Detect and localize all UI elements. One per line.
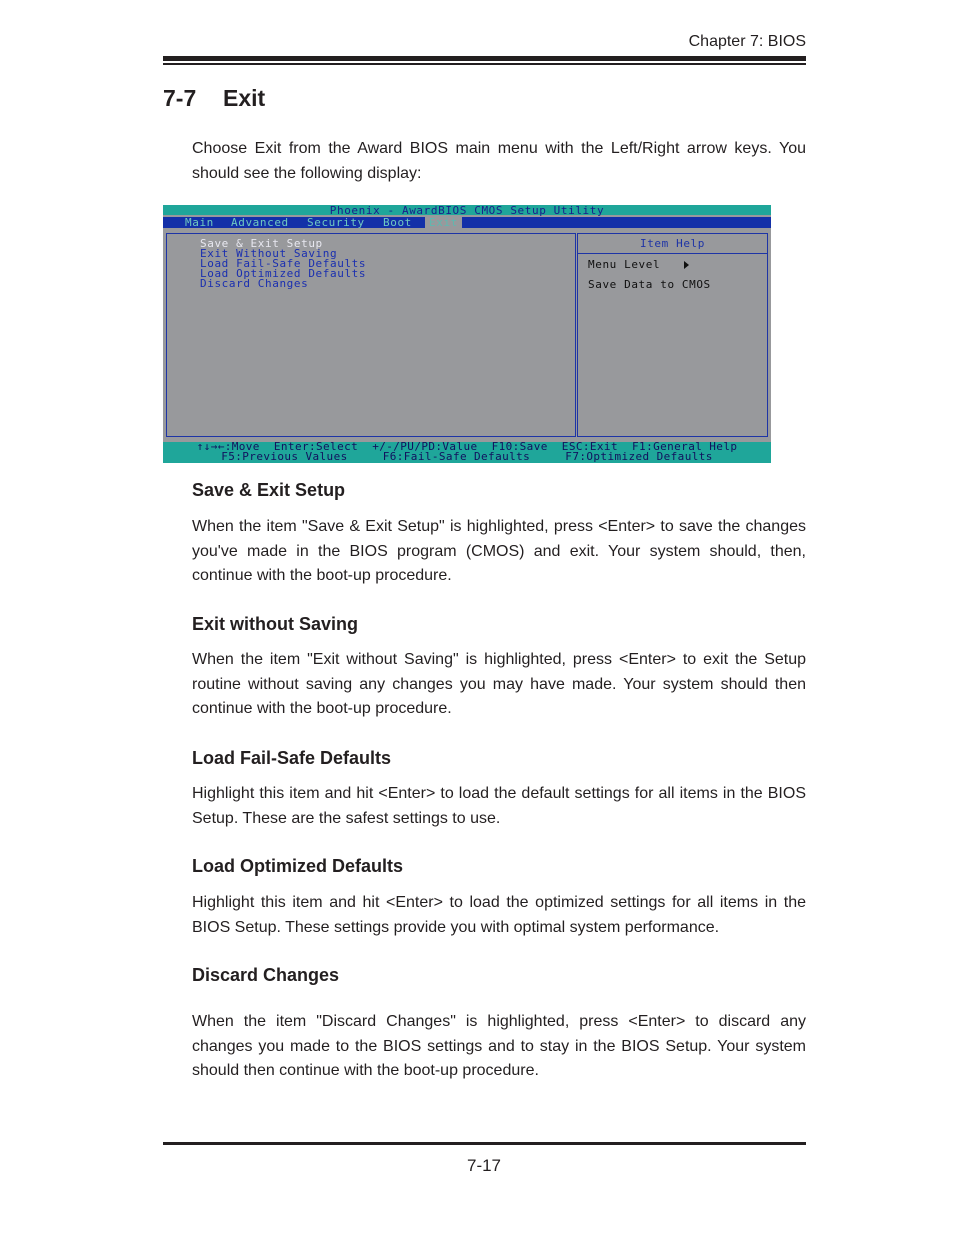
bios-menubar (163, 217, 771, 228)
section-number: 7-7 (163, 85, 197, 111)
bios-footer-line-2: F5:Previous Values F6:Fail-Safe Defaults F7:Optimized Defaults (221, 450, 713, 463)
bios-help-text: Save Data to CMOS (588, 278, 711, 291)
chapter-header: Chapter 7: BIOS (688, 33, 806, 50)
header-rule-thin (163, 63, 806, 65)
subheading-load-fail-safe: Load Fail-Safe Defaults (192, 748, 392, 768)
bios-item-load-optimized: Load Optimized Defaults (200, 267, 367, 280)
bios-help-title: Item Help (578, 234, 767, 254)
paragraph-save-exit: When the item "Save & Exit Setup" is highlighted, press <Enter> to save the changes you've made in the BIOS program (CMOS) and exit. Your system should, then, continue with the boot-up procedure. (192, 518, 806, 585)
bios-main-panel (166, 233, 576, 437)
bios-item-save-exit: Save & Exit Setup (200, 237, 323, 250)
bios-item-discard-changes: Discard Changes (200, 277, 309, 290)
bios-menu-main: Main (185, 216, 214, 229)
bios-help-menu-level (588, 258, 689, 271)
paragraph-discard-changes: When the item "Discard Changes" is highlighted, press <Enter> to discard any changes you made to the BIOS settings and to stay in the BIOS Setup. Your system should then continue with the boot-up procedure. (192, 1013, 806, 1080)
bios-footer-line-1: ↑↓→←:Move Enter:Select +/-/PU/PD:Value F10:Save ESC:Exit F1:General Help (196, 440, 738, 453)
bios-menu-security: Security (307, 216, 365, 229)
bios-help-panel (577, 233, 768, 437)
bios-menu-advanced: Advanced (231, 216, 289, 229)
bios-menu-exit: Exit (425, 217, 462, 228)
section-title (163, 85, 265, 112)
bios-title: Phoenix - AwardBIOS CMOS Setup Utility (163, 205, 771, 215)
bios-item-exit-without-saving: Exit Without Saving (200, 247, 338, 260)
paragraph-load-fail-safe: Highlight this item and hit <Enter> to load the default settings for all items in the BIOS Setup. These are the safest settings to use. (192, 785, 806, 827)
header-rule-thick (163, 56, 806, 61)
intro-paragraph: Choose Exit from the Award BIOS main menu with the Left/Right arrow keys. You should see the following display: (192, 140, 806, 182)
subheading-save-exit: Save & Exit Setup (192, 480, 346, 500)
section-heading: Exit (223, 85, 266, 111)
paragraph-exit-without-saving: When the item "Exit without Saving" is highlighted, press <Enter> to exit the Setup routine without saving any changes you may have made. Your system should then continue with the boot-up procedure. (192, 651, 806, 718)
bios-help-menu-level-label: Menu Level (588, 258, 661, 271)
bios-item-load-fail-safe: Load Fail-Safe Defaults (200, 257, 367, 270)
bios-screenshot (163, 205, 771, 463)
subheading-load-optimized: Load Optimized Defaults (192, 856, 404, 876)
arrow-right-icon (684, 261, 689, 269)
bios-menu-boot: Boot (383, 216, 412, 229)
subheading-discard-changes: Discard Changes (192, 965, 340, 985)
bios-footer (163, 442, 771, 463)
paragraph-load-optimized: Highlight this item and hit <Enter> to load the optimized settings for all items in the BIOS Setup. These settings provide you with optimal system performance. (192, 894, 806, 936)
page-number: 7-17 (466, 1156, 502, 1175)
footer-rule (163, 1142, 806, 1145)
subheading-exit-without-saving: Exit without Saving (192, 614, 359, 634)
